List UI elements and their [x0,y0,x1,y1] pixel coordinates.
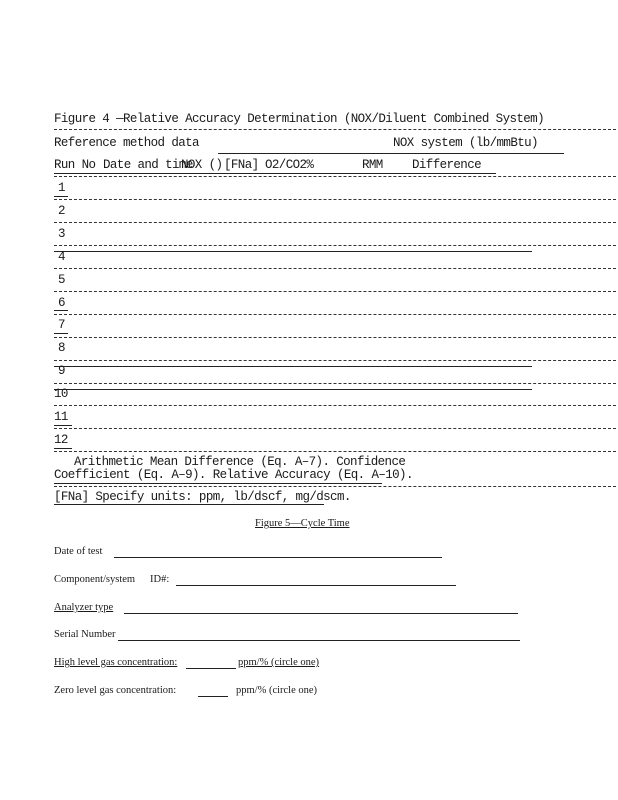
header-nox-system: NOX system (lb/mmBtu) [393,136,538,150]
run-number: 12 [54,433,68,447]
col-date-time: Date and time [103,158,193,172]
date-of-test-label: Date of test [54,546,103,557]
run-number: 11 [54,410,68,424]
id-field[interactable] [176,585,456,586]
col-o2-co2: O2/CO2% [265,158,314,172]
zero-level-units: ppm/% (circle one) [236,685,318,696]
row-underline [54,251,532,252]
divider [54,222,616,223]
zero-level-field[interactable] [198,696,228,697]
table-title: Figure 4 —Relative Accuracy Determination (NOX/Diluent Combined System) [54,112,544,126]
run-number: 5 [58,273,65,287]
analyzer-type-field[interactable] [124,613,518,614]
run-number: 7 [58,318,65,332]
row-underline [54,389,532,390]
units-footnote: [FNa] Specify units: ppm, lb/dscf, mg/dscm. [54,490,351,504]
divider [54,486,616,487]
col-run-no: Run No [54,158,96,172]
serial-number-label: Serial Number [54,629,116,640]
header-underline [54,173,496,174]
serial-number-field[interactable] [118,640,520,641]
footnote-underline [54,504,324,505]
divider [54,360,616,361]
run-number: 6 [58,296,65,310]
run-number: 2 [58,204,65,218]
footer-line-1: Arithmetic Mean Difference (Eq. A–7). Confidence [74,455,406,469]
divider [54,129,616,130]
col-fna: [FNa] [224,158,259,172]
row-underline [54,425,72,426]
divider [54,383,616,384]
row-underline [54,310,68,311]
col-rmm: RMM [362,158,383,172]
run-number: 4 [58,250,65,264]
divider [54,268,616,269]
date-of-test-field[interactable] [114,557,442,558]
id-label: ID#: [150,574,170,585]
high-level-units: ppm/% (circle one) [238,657,320,668]
row-underline [54,448,72,449]
divider [54,291,616,292]
header-reference-method: Reference method data [54,136,199,150]
footer-underline [54,483,382,484]
divider [54,199,616,200]
high-level-field[interactable] [186,668,236,669]
divider [54,314,616,315]
run-number: 3 [58,227,65,241]
component-system-label: Component/system [54,574,136,585]
footer-line-2: Coefficient (Eq. A–9). Relative Accuracy (Eq. A–10). [54,468,413,482]
divider [54,428,616,429]
run-number: 1 [58,181,65,195]
col-difference: Difference [412,158,482,172]
high-level-label: High level gas concentration: [54,657,178,668]
run-number: 8 [58,341,65,355]
row-underline [54,366,532,367]
analyzer-type-label: Analyzer type [54,602,114,613]
form-title: Figure 5—Cycle Time [255,518,350,529]
col-nox: NOX () [181,158,223,172]
zero-level-label: Zero level gas concentration: [54,685,177,696]
divider [54,337,616,338]
header-underline [218,153,564,154]
divider [54,451,616,452]
divider [54,405,616,406]
divider [54,176,616,177]
run-number: 10 [54,387,68,401]
run-number: 9 [58,364,65,378]
row-underline [54,333,68,334]
row-underline [54,196,68,197]
divider [54,245,616,246]
